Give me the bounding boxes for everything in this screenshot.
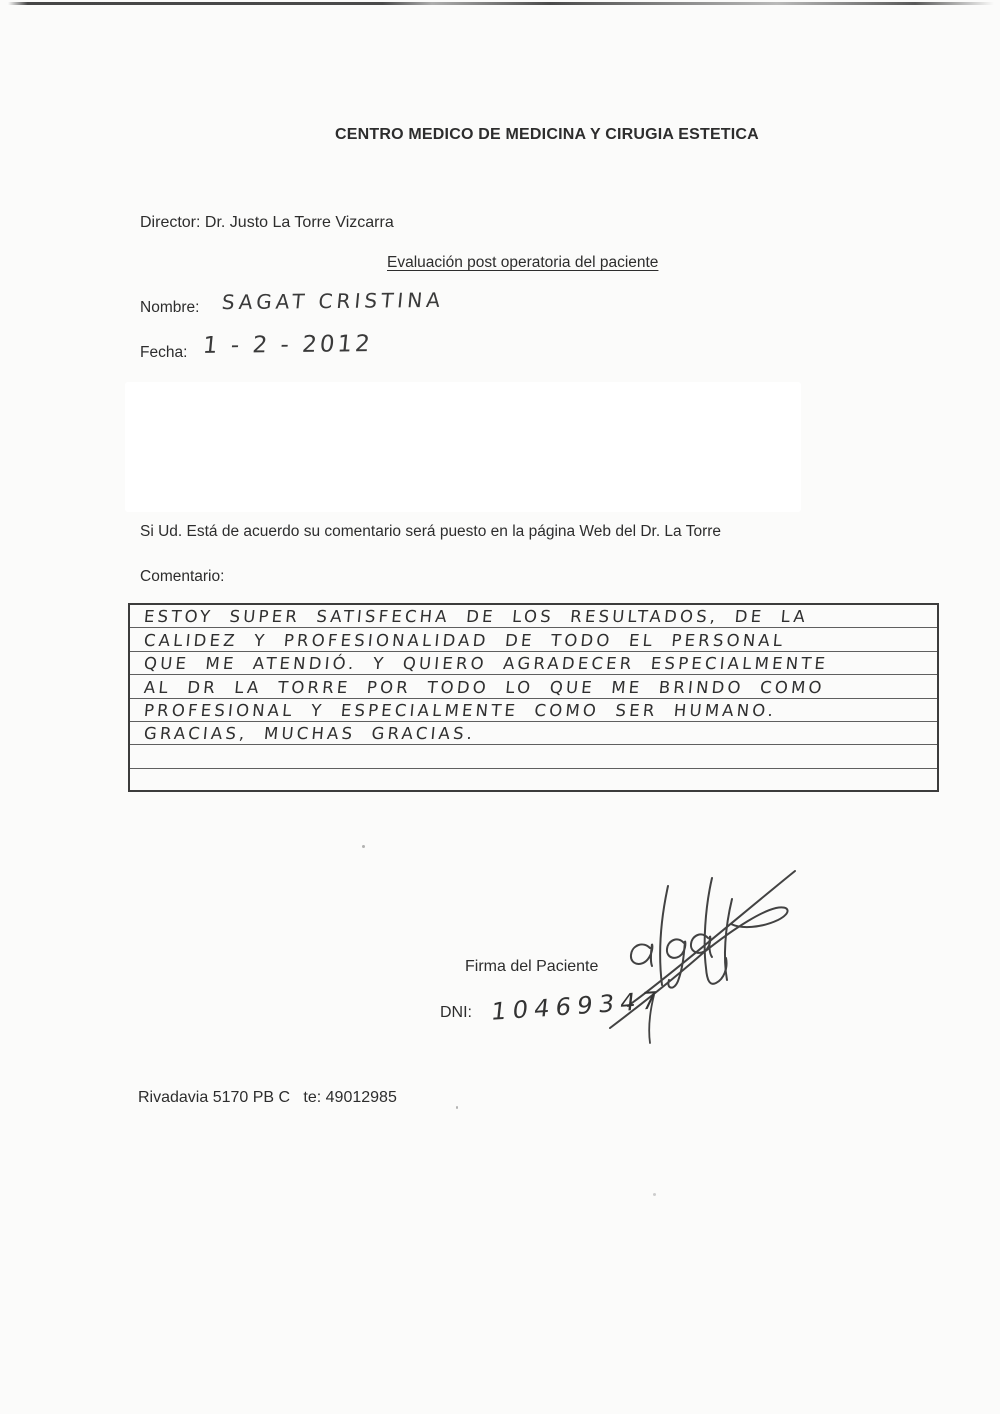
comment-row <box>130 652 937 675</box>
comment-row <box>130 769 937 792</box>
dni-handwritten-value: 10469347 <box>489 986 665 1026</box>
scan-speck <box>653 1193 656 1196</box>
comment-handwritten-line: GRACIAS, MUCHAS GRACIAS. <box>143 724 477 744</box>
fecha-handwritten-value: 1 - 2 - 2012 <box>201 331 374 359</box>
scan-artifact-top-line <box>8 2 994 5</box>
nombre-label: Nombre: <box>140 299 200 316</box>
comment-row <box>130 628 937 651</box>
comment-row <box>130 605 937 628</box>
scan-speck <box>456 1106 458 1109</box>
comment-handwritten-line: PROFESIONAL Y ESPECIALMENTE COMO SER HUMANO. <box>143 700 778 720</box>
director-line: Director: Dr. Justo La Torre Vizcarra <box>140 214 394 231</box>
consent-note: Si Ud. Está de acuerdo su comentario será puesto en la página Web del Dr. La Torre <box>140 523 722 540</box>
firma-del-paciente-label: Firma del Paciente <box>465 958 599 975</box>
nombre-handwritten-value: SAGAT CRISTINA <box>220 287 446 315</box>
scan-speck <box>362 845 365 848</box>
comment-label: Comentario: <box>140 568 225 585</box>
comment-row <box>130 675 937 698</box>
comment-handwritten-line: CALIDEZ Y PROFESIONALIDAD DE TODO EL PERSONAL <box>143 630 787 650</box>
comment-handwritten-line: ESTOY SUPER SATISFECHA DE LOS RESULTADOS, DE LA <box>143 607 809 627</box>
comment-row <box>130 745 937 768</box>
dni-label: DNI: <box>440 1004 472 1021</box>
comment-row <box>130 722 937 745</box>
fecha-label: Fecha: <box>140 344 188 361</box>
comment-handwritten-line: QUE ME ATENDIÓ. Y QUIERO AGRADECER ESPECIALMENTE <box>143 654 829 674</box>
comment-row <box>130 699 937 722</box>
comment-box <box>128 603 939 792</box>
comment-handwritten-line: AL DR LA TORRE POR TODO LO QUE ME BRINDO COMO <box>143 677 826 697</box>
footer-address-phone: Rivadavia 5170 PB C te: 49012985 <box>138 1089 397 1106</box>
blank-erased-region <box>125 382 801 512</box>
document-title: CENTRO MEDICO DE MEDICINA Y CIRUGIA ESTETICA <box>335 126 759 143</box>
patient-signature <box>598 853 805 1050</box>
document-subtitle: Evaluación post operatoria del paciente <box>387 254 659 271</box>
